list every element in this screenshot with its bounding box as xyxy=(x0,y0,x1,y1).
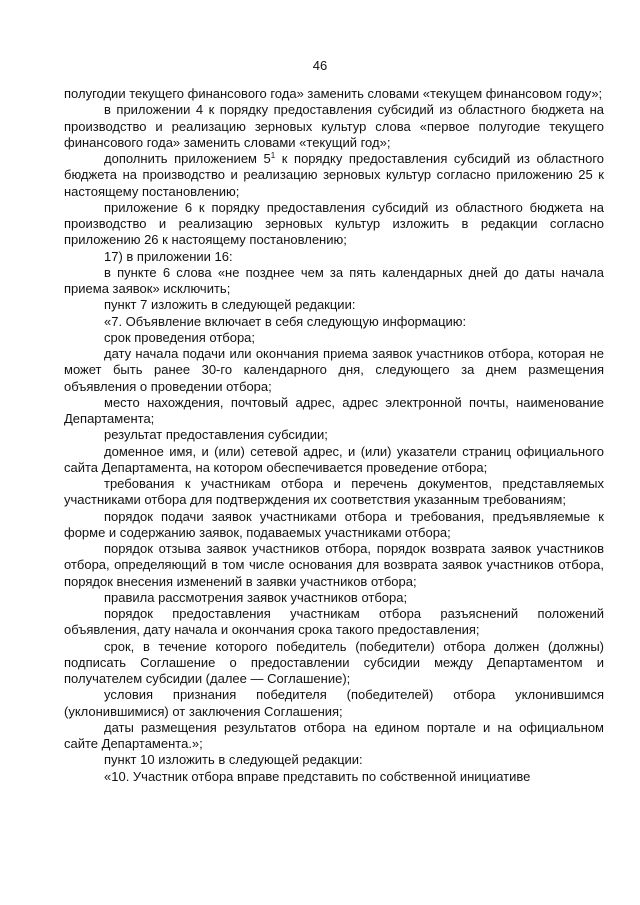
paragraph: «10. Участник отбора вправе представить по собственной инициативе xyxy=(104,768,531,784)
paragraph: полугодии текущего финансового года» заменить словами «текущем финансовом году»; xyxy=(64,86,603,101)
paragraph: срок, в течение которого победитель (победители) отбора должен (должны) подписать Соглашение о предоставлении субсидии между Департаментом и получателем субсидии (далее — Соглашение); xyxy=(64,638,604,686)
paragraph: доменное имя, и (или) сетевой адрес, и (или) указатели страниц официального сайта Департамента, на котором обеспечивается проведение отбора; xyxy=(64,443,604,475)
paragraph: в приложении 4 к порядку предоставления субсидий из областного бюджета на производство и реализацию зерновых культур слова «первое полугодие текущего финансового года» заменить словами «текущий год»; xyxy=(64,102,604,150)
paragraph: пункт 10 изложить в следующей редакции: xyxy=(104,752,363,768)
paragraph-text: к порядку предоставления субсидий из областного бюджета на производство и реализацию зерновых культур согласно приложению 25 к настоящему постановлению; xyxy=(64,151,605,199)
page-number: 46 xyxy=(312,58,328,73)
superscript: 1 xyxy=(270,151,276,160)
paragraph xyxy=(64,151,604,200)
paragraph: требования к участникам отбора и перечень документов, представляемых участниками отбора для подтверждения их соответствия указанным требованиям; xyxy=(64,476,604,508)
paragraph: срок проведения отбора; xyxy=(104,329,256,345)
paragraph: дату начала подачи или окончания приема заявок участников отбора, которая не может быть ранее 30-го календарного дня, следующего за днем размещения объявления о проведении отбора; xyxy=(64,346,604,394)
paragraph: место нахождения, почтовый адрес, адрес электронной почты, наименование Департамента; xyxy=(64,394,604,426)
paragraph: даты размещения результатов отбора на едином портале и на официальном сайте Департамента.»; xyxy=(64,719,604,751)
paragraph: условия признания победителя (победителей) отбора уклонившимся (уклонившимися) от заключения Соглашения; xyxy=(64,687,604,719)
paragraph: приложение 6 к порядку предоставления субсидий из областного бюджета на производство и реализацию зерновых культур изложить в редакции согласно приложению 26 к настоящему постановлению; xyxy=(64,199,604,248)
paragraph: пункт 7 изложить в следующей редакции: xyxy=(104,297,356,313)
paragraph: правила рассмотрения заявок участников отбора; xyxy=(104,589,408,605)
paragraph: «7. Объявление включает в себя следующую информацию: xyxy=(104,313,467,329)
paragraph: 17) в приложении 16: xyxy=(104,248,233,264)
paragraph: порядок предоставления участникам отбора разъяснений положений объявления, дату начала и окончания срока такого предоставления; xyxy=(64,606,604,638)
paragraph: порядок отзыва заявок участников отбора, порядок возврата заявок участников отбора, определяющий в том числе основания для возврата заявок участников отбора, порядок внесения изменений в заявки участников отбора; xyxy=(64,541,604,589)
paragraph-text: дополнить приложением 5 xyxy=(104,151,271,166)
paragraph: порядок подачи заявок участниками отбора и требования, предъявляемые к форме и содержанию заявок, подаваемых участниками отбора; xyxy=(64,508,604,540)
document-body xyxy=(64,86,604,785)
paragraph: в пункте 6 слова «не позднее чем за пять календарных дней до даты начала приема заявок» исключить; xyxy=(64,264,604,296)
paragraph: результат предоставления субсидии; xyxy=(104,427,328,443)
